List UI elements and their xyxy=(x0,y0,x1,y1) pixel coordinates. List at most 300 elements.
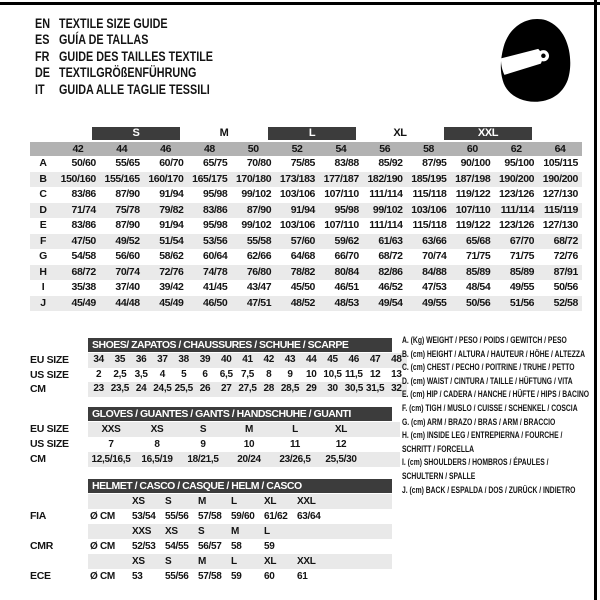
measurement-cell: 60/70 xyxy=(159,157,184,169)
size-cell: 23/26,5 xyxy=(279,453,311,465)
size-column-header: 62 xyxy=(510,143,522,155)
legend-text: A. (Kg) WEIGHT / PESO / POIDS / GEWITCH / PESO xyxy=(402,335,567,345)
size-cell: 35 xyxy=(114,354,126,365)
row-label: J xyxy=(40,296,46,309)
size-cell: L xyxy=(231,555,237,567)
measurement-cell: 173/183 xyxy=(279,172,315,185)
size-cell: 57/58 xyxy=(198,510,222,522)
language-title: GUÍA DE TALLAS xyxy=(59,32,149,48)
size-cell: 2 xyxy=(96,368,102,380)
row-values xyxy=(88,509,392,524)
table-row xyxy=(30,353,408,368)
measurement-cell: 62/66 xyxy=(246,250,272,262)
measurement-cell: 75/85 xyxy=(290,157,315,169)
size-cell: 6 xyxy=(202,368,208,380)
row-label: ECE xyxy=(30,569,51,582)
measurement-cell: 47/50 xyxy=(71,234,96,247)
language-title-list xyxy=(35,16,213,98)
size-cell: 41 xyxy=(242,354,253,365)
measurement-cell: 95/98 xyxy=(203,188,228,200)
racing-helmet-icon xyxy=(494,16,572,106)
measurement-cell: 52/58 xyxy=(553,296,578,309)
size-cell: XS xyxy=(132,495,145,507)
row-label: D xyxy=(39,203,47,216)
size-column-header: 46 xyxy=(160,143,172,155)
measurement-cell: 111/114 xyxy=(369,219,403,231)
size-cell: S xyxy=(165,495,172,507)
size-cell: 45 xyxy=(327,354,338,365)
measurement-cell: 99/102 xyxy=(241,219,272,231)
measurement-cell: 91/94 xyxy=(159,188,184,200)
measurement-cell: 83/86 xyxy=(203,203,228,216)
size-cell: 55/56 xyxy=(165,510,189,522)
size-cell: 37 xyxy=(157,354,168,365)
measurement-cell: 103/106 xyxy=(279,188,315,200)
legend-item xyxy=(402,456,593,483)
legend-text: J. (cm) BACK / ESPALDA / DOS / ZURÜCK / INDIETRO xyxy=(402,484,576,495)
measurement-cell: 95/100 xyxy=(504,157,535,169)
size-cell: 8 xyxy=(266,368,272,380)
size-cell xyxy=(297,524,330,539)
measurement-cell: 45/49 xyxy=(159,296,184,309)
measurement-cell: 37/40 xyxy=(115,281,140,293)
size-cell: 8 xyxy=(154,438,160,450)
measurement-cell: 83/86 xyxy=(71,219,96,231)
measurement-cell: 115/119 xyxy=(543,203,578,216)
table-row xyxy=(30,368,408,383)
measurement-cell: 46/50 xyxy=(203,296,228,309)
size-cell: 55/56 xyxy=(165,570,189,582)
measurement-cell: 45/49 xyxy=(71,296,96,309)
measurement-cell: 119/122 xyxy=(455,219,491,231)
measurement-cell: 99/102 xyxy=(241,188,272,200)
size-cell: M xyxy=(231,525,240,537)
helmet-size-row xyxy=(30,494,408,509)
row-label: EU SIZE xyxy=(30,422,69,435)
size-cell: 60 xyxy=(264,570,275,582)
measurement-cell: 78/82 xyxy=(290,265,315,278)
size-cell: 53/54 xyxy=(132,510,156,522)
size-column-header: 58 xyxy=(423,143,434,155)
row-label: H xyxy=(39,265,47,278)
legend-item xyxy=(402,375,593,389)
measurement-cell: 53/56 xyxy=(203,234,228,247)
measurement-cell: 72/76 xyxy=(159,265,184,278)
size-cell: 39 xyxy=(199,354,211,365)
language-title: TEXTILE SIZE GUIDE xyxy=(59,16,168,31)
language-code: ES xyxy=(35,32,50,48)
measurement-row xyxy=(30,156,582,172)
measurement-row xyxy=(30,249,582,265)
row-values xyxy=(88,539,392,554)
measurement-legend xyxy=(402,334,593,497)
measurement-cell: 87/90 xyxy=(246,203,272,216)
measurement-cell: 127/130 xyxy=(542,188,578,200)
measurement-cell: 72/76 xyxy=(553,250,578,262)
size-cell: 12 xyxy=(335,438,347,450)
size-column-header: 52 xyxy=(291,143,303,155)
measurement-cell: 105/115 xyxy=(543,157,578,169)
row-values xyxy=(88,353,407,368)
measurement-cell: 71/74 xyxy=(71,203,96,216)
size-cell: 59 xyxy=(264,540,275,552)
row-values xyxy=(88,422,400,437)
row-values xyxy=(88,494,392,509)
row-values xyxy=(88,368,407,383)
size-cell: L xyxy=(292,423,298,435)
size-cell: 6,5 xyxy=(219,368,233,380)
size-cell: 7,5 xyxy=(240,368,254,380)
measurement-cell: 71/75 xyxy=(509,250,535,262)
size-group-label: XL xyxy=(393,127,407,139)
size-cell: 61 xyxy=(297,570,308,582)
size-cell: 27,5 xyxy=(238,383,257,394)
measurement-cell: 95/98 xyxy=(334,203,359,216)
measurement-cell: 56/60 xyxy=(115,250,140,262)
measurement-cell: 35/38 xyxy=(71,281,96,293)
size-cell: 23 xyxy=(93,383,104,394)
size-cell: 32 xyxy=(391,383,402,394)
helmet-value-row xyxy=(30,509,408,524)
measurement-cell: 48/53 xyxy=(334,296,359,309)
size-cell: 4 xyxy=(159,368,166,380)
row-values xyxy=(88,382,407,397)
size-cell: 36 xyxy=(135,354,147,365)
measurement-row xyxy=(30,234,582,250)
row-label: CM xyxy=(30,452,46,465)
measurement-cell: 75/78 xyxy=(115,203,140,216)
measurement-cell: 165/175 xyxy=(192,172,228,185)
measurement-row xyxy=(30,187,582,203)
size-cell: M xyxy=(244,423,254,435)
measurement-cell: 47/53 xyxy=(422,281,447,293)
size-cell: 18/21,5 xyxy=(187,453,219,465)
size-cell: XXS xyxy=(132,525,152,537)
measurement-cell: 127/130 xyxy=(542,219,578,231)
table-row xyxy=(30,382,408,397)
measurement-cell: 49/52 xyxy=(115,234,140,247)
measurement-cell: 41/45 xyxy=(203,281,228,293)
unit-label: Ø CM xyxy=(90,570,115,582)
measurement-cell: 187/198 xyxy=(455,172,491,185)
language-title: TEXTILGRÖßENFÜHRUNG xyxy=(59,65,197,81)
lower-size-tables xyxy=(30,338,408,584)
size-cell: 28,5 xyxy=(280,383,300,394)
measurement-cell: 85/89 xyxy=(466,265,491,278)
measurement-cell: 87/95 xyxy=(422,157,447,169)
measurement-cell: 74/78 xyxy=(203,265,228,278)
legend-text: F. (cm) TIGH / MUSLO / CUISSE / SCHENKEL / COSCIA xyxy=(402,402,578,413)
measurement-cell: 49/55 xyxy=(509,281,535,293)
measurement-cell: 46/51 xyxy=(334,281,359,293)
size-cell: 34 xyxy=(93,354,104,365)
measurement-cell: 84/88 xyxy=(422,265,447,278)
measurement-cell: 55/58 xyxy=(246,234,272,247)
size-cell: 46 xyxy=(348,354,360,365)
measurement-row xyxy=(30,265,582,281)
measurement-cell: 48/52 xyxy=(290,296,315,309)
row-label: A xyxy=(39,157,47,169)
helmet-table xyxy=(30,479,408,584)
measurement-cell: 83/86 xyxy=(71,188,96,200)
size-cell: 44 xyxy=(306,354,317,365)
language-title: GUIDA ALLE TAGLIE TESSILI xyxy=(59,81,210,97)
row-label-spacer xyxy=(30,554,88,569)
measurement-cell: 185/195 xyxy=(411,172,447,185)
measurement-cell: 111/114 xyxy=(369,188,403,200)
size-cell: 20/24 xyxy=(237,453,261,465)
measurement-cell: 48/54 xyxy=(466,281,491,293)
size-column-header: 48 xyxy=(203,143,215,155)
legend-item xyxy=(402,429,593,456)
measurement-cell: 70/74 xyxy=(115,265,140,278)
table-row xyxy=(30,437,408,452)
legend-item xyxy=(402,388,593,402)
size-cell: S xyxy=(198,525,205,537)
language-row xyxy=(35,65,213,81)
helmet-size-row xyxy=(30,554,408,569)
measurement-cell: 46/52 xyxy=(378,281,403,293)
measurement-cell: 71/75 xyxy=(466,250,491,262)
measurement-cell: 79/82 xyxy=(159,203,184,216)
measurement-cell: 90/100 xyxy=(460,157,491,169)
visor-pivot-inner xyxy=(541,54,546,59)
unit-spacer xyxy=(88,494,132,509)
size-group-label: S xyxy=(92,127,180,140)
shoes-table xyxy=(30,338,408,397)
size-cell: S xyxy=(199,423,207,435)
language-code: FR xyxy=(35,48,50,64)
measurement-cell: 55/65 xyxy=(115,157,140,169)
measurement-cell: 64/68 xyxy=(290,250,315,262)
unit-label: Ø CM xyxy=(90,540,115,552)
size-cell: 9 xyxy=(200,438,206,450)
measurement-cell: 60/64 xyxy=(203,250,228,262)
size-cell: 40 xyxy=(220,354,232,365)
measurement-cell: 107/110 xyxy=(455,203,491,216)
measurement-cell: 70/74 xyxy=(422,250,447,262)
table-title-bar: GLOVES / GUANTES / GANTS / HANDSCHUHE / GUANTI xyxy=(88,407,392,421)
row-values xyxy=(88,524,392,539)
measurement-cell: 44/48 xyxy=(115,296,140,309)
language-code: EN xyxy=(35,16,51,31)
size-cell: 10 xyxy=(243,438,255,450)
row-label: CM xyxy=(30,383,46,395)
measurement-row xyxy=(30,280,582,296)
top-border-line xyxy=(0,2,600,5)
measurement-cell: 115/118 xyxy=(412,219,447,231)
legend-text: SCHULTERN / SPALLE xyxy=(402,470,476,481)
measurement-cell: 87/90 xyxy=(115,188,140,200)
measurement-cell: 61/63 xyxy=(378,234,403,247)
measurement-cell: 85/89 xyxy=(509,265,535,278)
measurement-cell: 80/84 xyxy=(334,265,359,278)
legend-item xyxy=(402,361,593,375)
measurement-cell: 76/80 xyxy=(246,265,272,278)
row-label: G xyxy=(39,250,47,262)
size-cell: XL xyxy=(264,495,277,507)
size-cell: M xyxy=(198,495,207,507)
size-cell: 5 xyxy=(181,368,187,380)
unit-label: Ø CM xyxy=(90,510,115,522)
row-label: EU SIZE xyxy=(30,354,69,366)
size-cell: 24,5 xyxy=(153,383,172,394)
size-cell: 16,5/19 xyxy=(141,453,173,465)
measurement-cell: 65/75 xyxy=(203,157,228,169)
legend-item xyxy=(402,416,593,430)
measurement-cell: 51/56 xyxy=(509,296,535,309)
size-cell: XXL xyxy=(297,555,316,567)
measurement-row xyxy=(30,218,582,234)
row-values xyxy=(88,452,400,467)
unit-spacer xyxy=(88,524,132,539)
right-border-line xyxy=(594,0,597,600)
size-cell: 25,5/30 xyxy=(325,453,357,465)
table-row xyxy=(30,452,408,467)
unit-spacer xyxy=(88,554,132,569)
table-title-bar: SHOES/ ZAPATOS / CHAUSSURES / SCHUHE / SCARPE xyxy=(88,338,392,352)
measurement-row xyxy=(30,172,582,188)
measurement-cell: 91/94 xyxy=(290,203,315,216)
size-cell: XXS xyxy=(101,423,121,435)
measurement-cell: 107/110 xyxy=(324,188,359,200)
size-cell: 30 xyxy=(327,383,338,394)
size-cell: 7 xyxy=(108,438,114,450)
legend-text: H. (cm) INSIDE LEG / ENTREPIERNA / FOURCHE / xyxy=(402,430,563,441)
size-column-header: 60 xyxy=(466,143,478,155)
row-label-spacer xyxy=(30,142,56,156)
size-cell: 38 xyxy=(178,354,189,365)
size-cell: 11 xyxy=(290,438,300,450)
size-group-label: M xyxy=(219,127,229,139)
size-cell: 28 xyxy=(263,383,275,394)
size-cell: 13 xyxy=(391,368,402,380)
helmet-size-row xyxy=(30,524,408,539)
language-row xyxy=(35,32,213,48)
row-label-spacer xyxy=(30,494,88,509)
measurement-cell: 190/200 xyxy=(498,172,535,185)
size-cell: L xyxy=(231,495,237,507)
legend-text: D. (cm) WAIST / CINTURA / TAILLE / HÜFTUNG / VITA xyxy=(402,375,573,386)
measurement-cell: 190/200 xyxy=(542,172,578,185)
size-column-header: 56 xyxy=(379,143,391,155)
measurement-cell: 54/58 xyxy=(71,250,96,262)
size-cell: XS xyxy=(150,423,164,435)
measurement-cell: 67/70 xyxy=(509,234,535,247)
size-cell: 63/64 xyxy=(297,510,321,522)
size-group-label: XXL xyxy=(444,127,532,140)
language-row xyxy=(35,49,213,65)
size-cell: 25,5 xyxy=(174,383,193,394)
row-label: CMR xyxy=(30,539,54,552)
measurement-cell: 43/47 xyxy=(246,281,272,293)
size-cell: XXL xyxy=(297,495,316,507)
legend-item xyxy=(402,484,593,498)
legend-text: G. (cm) ARM / BRAZO / BRAS / ARM / BRACCIO xyxy=(402,416,556,427)
row-label-spacer xyxy=(30,524,88,539)
measurement-cell: 95/98 xyxy=(203,219,228,231)
size-cell: 3,5 xyxy=(134,368,148,380)
size-cell: 52/53 xyxy=(132,540,156,552)
size-column-header: 64 xyxy=(554,143,566,155)
legend-text: B. (cm) HEIGHT / ALTURA / HAUTEUR / HÖHE / ALTEZZA xyxy=(402,348,585,359)
measurement-cell: 50/56 xyxy=(466,296,491,309)
measurement-row xyxy=(30,296,582,312)
measurement-cell: 45/50 xyxy=(290,281,315,293)
size-header-row xyxy=(30,142,582,156)
measurement-cell: 103/106 xyxy=(411,203,447,216)
table-title-bar: HELMET / CASCO / CASQUE / HELM / CASCO xyxy=(88,479,392,493)
measurement-cell: 51/54 xyxy=(159,234,184,247)
measurement-cell: 49/55 xyxy=(422,296,447,309)
size-cell: S xyxy=(165,555,172,567)
helmet-value-row xyxy=(30,539,408,554)
size-cell: 59 xyxy=(231,570,242,582)
size-cell: 29 xyxy=(306,383,317,394)
row-label: C xyxy=(39,188,47,200)
measurement-cell: 160/170 xyxy=(148,172,184,185)
row-label: US SIZE xyxy=(30,368,69,381)
legend-text: I. (cm) SHOULDERS / HOMBROS / ÉPAULES / xyxy=(402,457,549,468)
row-label: F xyxy=(39,234,46,247)
size-cell: XL xyxy=(334,423,348,435)
size-cell: 30,5 xyxy=(344,383,363,394)
size-group-spacer xyxy=(532,127,582,140)
size-column-header: 54 xyxy=(335,143,347,155)
size-cell: 9 xyxy=(287,368,293,380)
size-cell: 48 xyxy=(391,354,402,365)
row-values xyxy=(88,554,392,569)
measurement-cell: 47/51 xyxy=(246,296,272,309)
size-cell: 42 xyxy=(263,354,275,365)
measurement-cell: 99/102 xyxy=(372,203,403,216)
size-cell: 26 xyxy=(199,383,211,394)
size-cell: 31,5 xyxy=(365,383,385,394)
legend-item xyxy=(402,334,593,348)
row-label: US SIZE xyxy=(30,437,69,450)
measurement-cell: 82/86 xyxy=(378,265,403,278)
size-cell: 12,5/16,5 xyxy=(91,453,131,465)
size-column-header: 42 xyxy=(72,143,84,155)
size-cell: 54/55 xyxy=(165,540,189,552)
measurement-cell: 115/118 xyxy=(412,188,447,200)
measurement-cell: 123/126 xyxy=(498,219,535,231)
measurement-cell: 63/66 xyxy=(422,234,447,247)
size-group-spacer xyxy=(30,127,92,140)
measurement-cell: 66/70 xyxy=(334,250,359,262)
measurement-cell: 182/190 xyxy=(367,172,403,185)
size-cell: 12 xyxy=(369,368,381,380)
legend-text: E. (cm) HIP / CADERA / HANCHE / HÜFTE / HIPS / BACINO xyxy=(402,389,590,400)
measurement-cell: 103/106 xyxy=(279,219,315,231)
measurement-cell: 119/122 xyxy=(455,188,491,200)
measurement-row xyxy=(30,203,582,219)
size-cell: M xyxy=(198,555,207,567)
size-cell xyxy=(297,539,330,554)
size-cell: 53 xyxy=(132,570,143,582)
table-row xyxy=(30,422,408,437)
row-label: E xyxy=(39,219,47,231)
size-cell: 10,5 xyxy=(323,368,342,380)
size-cell: 56/57 xyxy=(198,540,222,552)
textile-size-table xyxy=(30,127,582,311)
measurement-cell: 68/72 xyxy=(378,250,403,262)
measurement-cell: 87/90 xyxy=(115,219,140,231)
row-values xyxy=(88,569,392,584)
row-label: FIA xyxy=(30,509,47,522)
legend-item xyxy=(402,348,593,362)
size-cell: 10 xyxy=(306,368,317,380)
